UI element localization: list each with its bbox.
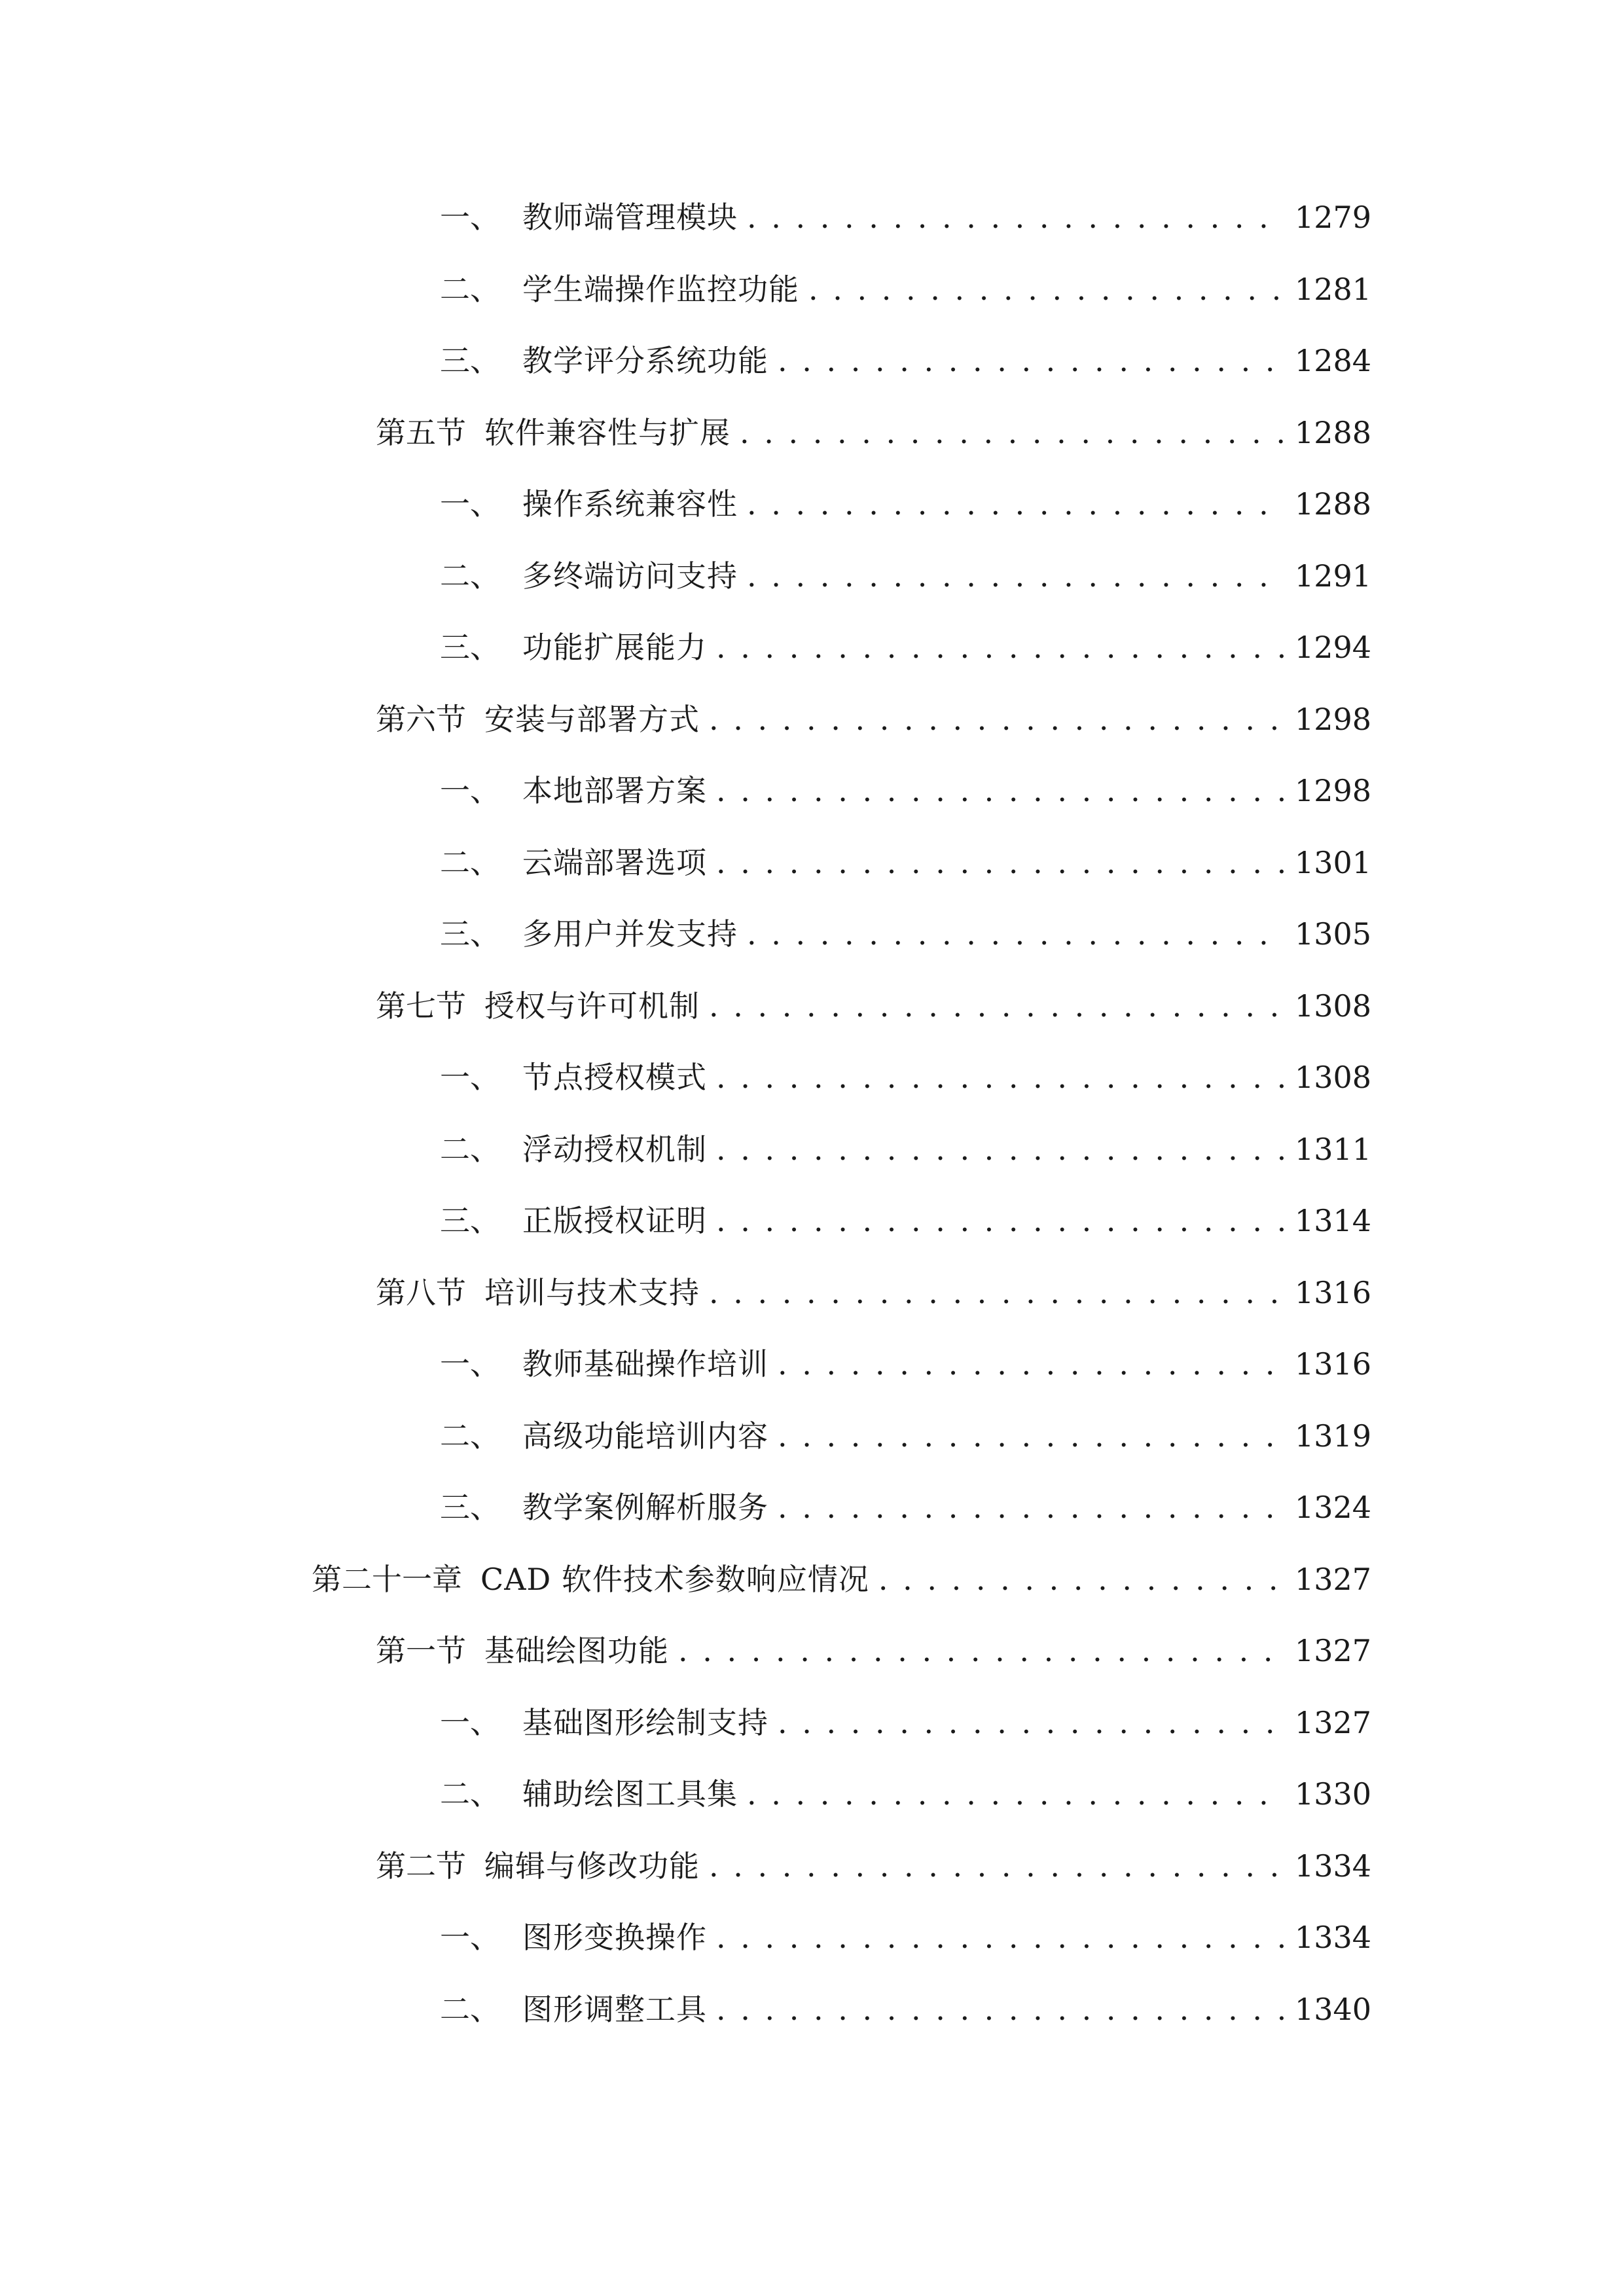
toc-entry-page: 1281: [1294, 272, 1371, 307]
toc-entry-number: 二、: [440, 1132, 500, 1167]
toc-entry-page: 1334: [1294, 1848, 1371, 1884]
toc-entry-title: 功能扩展能力: [522, 630, 707, 665]
toc-entry-page: 1316: [1294, 1346, 1371, 1382]
toc-entry-number: 三、: [440, 630, 500, 665]
toc-entry-title: 软件兼容性与扩展: [484, 415, 731, 450]
toc-entry-title: 教师基础操作培训: [522, 1346, 768, 1382]
dot-leader: [678, 1624, 1286, 1677]
toc-entry-page: 1308: [1294, 988, 1371, 1024]
toc-entry-number: 第二十一章: [312, 1562, 462, 1597]
toc-entry-page: 1294: [1294, 630, 1371, 665]
dot-leader: [716, 1051, 1286, 1103]
toc-entry-title: CAD 软件技术参数响应情况: [480, 1562, 869, 1597]
toc-entry-title: 教师端管理模块: [522, 200, 738, 235]
toc-entry-number: 一、: [440, 1705, 500, 1740]
toc-entry-page: 1308: [1294, 1060, 1371, 1095]
toc-entry-number: 一、: [440, 1060, 500, 1095]
toc-entry-page: 1288: [1294, 415, 1371, 450]
toc-entry-page: 1305: [1294, 916, 1371, 952]
toc-entry[interactable]: [0, 1911, 1624, 1964]
dot-leader: [747, 478, 1286, 530]
toc-entry-page: 1334: [1294, 1920, 1371, 1955]
toc-entry-title: 辅助绘图工具集: [522, 1776, 738, 1812]
toc-entry-page: 1319: [1294, 1418, 1371, 1454]
toc-entry-title: 多终端访问支持: [522, 558, 738, 594]
toc-entry-number: 第七节: [376, 988, 466, 1024]
dot-leader: [709, 980, 1286, 1032]
toc-entry-number: 三、: [440, 343, 500, 378]
toc-entry[interactable]: [0, 1266, 1624, 1319]
toc-entry-page: 1327: [1294, 1633, 1371, 1668]
dot-leader: [778, 1696, 1286, 1749]
toc-entry-page: 1314: [1294, 1203, 1371, 1238]
toc-entry-number: 第六节: [376, 702, 466, 737]
toc-entry-page: 1327: [1294, 1705, 1371, 1740]
dot-leader: [747, 1768, 1286, 1820]
dot-leader: [716, 836, 1286, 889]
toc-entry-title: 学生端操作监控功能: [522, 272, 799, 307]
toc-entry-page: 1340: [1294, 1992, 1371, 2027]
toc-entry[interactable]: [0, 693, 1624, 745]
toc-entry-title: 多用户并发支持: [522, 916, 738, 952]
toc-entry[interactable]: [0, 263, 1624, 315]
toc-entry-title: 操作系统兼容性: [522, 486, 738, 522]
toc-entry[interactable]: [0, 908, 1624, 960]
dot-leader: [709, 693, 1286, 745]
toc-entry-title: 云端部署选项: [522, 845, 707, 880]
toc-entry-page: 1301: [1294, 845, 1371, 880]
toc-entry-page: 1324: [1294, 1490, 1371, 1525]
toc-entry-page: 1298: [1294, 702, 1371, 737]
toc-entry[interactable]: [0, 1840, 1624, 1892]
toc-entry[interactable]: [0, 1553, 1624, 1605]
toc-entry-page: 1327: [1294, 1562, 1371, 1597]
toc-entry-number: 二、: [440, 1418, 500, 1454]
toc-entry[interactable]: [0, 1410, 1624, 1462]
toc-entry-number: 一、: [440, 773, 500, 808]
toc-entry-number: 第二节: [376, 1848, 466, 1884]
toc-entry-number: 第八节: [376, 1275, 466, 1310]
dot-leader: [716, 1194, 1286, 1247]
dot-leader: [740, 406, 1286, 459]
toc-entry[interactable]: [0, 1983, 1624, 2036]
toc-entry-page: 1279: [1294, 200, 1371, 235]
toc-entry-title: 本地部署方案: [522, 773, 707, 808]
toc-entry-number: 一、: [440, 486, 500, 522]
toc-entry-title: 培训与技术支持: [484, 1275, 700, 1310]
toc-entry-title: 图形变换操作: [522, 1920, 707, 1955]
dot-leader: [747, 908, 1286, 960]
toc-entry-page: 1288: [1294, 486, 1371, 522]
toc-entry-title: 节点授权模式: [522, 1060, 707, 1095]
toc-entry[interactable]: [0, 406, 1624, 459]
toc-entry-title: 授权与许可机制: [484, 988, 700, 1024]
toc-entry[interactable]: [0, 334, 1624, 387]
dot-leader: [878, 1553, 1286, 1605]
toc-entry-page: 1291: [1294, 558, 1371, 594]
toc-entry[interactable]: [0, 1338, 1624, 1390]
dot-leader: [747, 550, 1286, 602]
toc-entry-number: 一、: [440, 200, 500, 235]
toc-entry-page: 1316: [1294, 1275, 1371, 1310]
toc-entry-page: 1311: [1294, 1132, 1371, 1167]
dot-leader: [747, 191, 1286, 243]
toc-entry-number: 一、: [440, 1346, 500, 1382]
toc-entry-number: 二、: [440, 558, 500, 594]
toc-entry[interactable]: [0, 1624, 1624, 1677]
toc-entry[interactable]: [0, 621, 1624, 673]
toc-entry-page: 1330: [1294, 1776, 1371, 1812]
toc-entry-title: 教学评分系统功能: [522, 343, 768, 378]
toc-entry-number: 三、: [440, 916, 500, 952]
dot-leader: [778, 1410, 1286, 1462]
toc-entry[interactable]: [0, 1194, 1624, 1247]
toc-entry-number: 二、: [440, 1776, 500, 1812]
toc-entry-number: 二、: [440, 272, 500, 307]
toc-entry[interactable]: [0, 836, 1624, 889]
dot-leader: [709, 1840, 1286, 1892]
dot-leader: [716, 764, 1286, 817]
toc-entry-number: 三、: [440, 1203, 500, 1238]
toc-entry[interactable]: [0, 1123, 1624, 1175]
toc-entry-number: 第一节: [376, 1633, 466, 1668]
toc-entry-number: 第五节: [376, 415, 466, 450]
toc-entry-title: 正版授权证明: [522, 1203, 707, 1238]
toc-entry-title: 编辑与修改功能: [484, 1848, 700, 1884]
toc-entry-page: 1298: [1294, 773, 1371, 808]
toc-entry[interactable]: [0, 764, 1624, 817]
dot-leader: [716, 621, 1286, 673]
toc-entry-number: 二、: [440, 845, 500, 880]
toc-entry[interactable]: [0, 550, 1624, 602]
toc-entry-title: 基础图形绘制支持: [522, 1705, 768, 1740]
toc-entry-title: 浮动授权机制: [522, 1132, 707, 1167]
toc-entry[interactable]: [0, 980, 1624, 1032]
toc-entry[interactable]: [0, 1051, 1624, 1103]
toc-entry[interactable]: [0, 1696, 1624, 1749]
toc-entry-title: 基础绘图功能: [484, 1633, 669, 1668]
dot-leader: [778, 1481, 1286, 1534]
dot-leader: [808, 263, 1286, 315]
dot-leader: [716, 1911, 1286, 1964]
dot-leader: [778, 1338, 1286, 1390]
toc-entry[interactable]: [0, 478, 1624, 530]
toc-entry-title: 教学案例解析服务: [522, 1490, 768, 1525]
dot-leader: [709, 1266, 1286, 1319]
toc-entry-number: 一、: [440, 1920, 500, 1955]
toc-entry-number: 三、: [440, 1490, 500, 1525]
toc-entry-title: 安装与部署方式: [484, 702, 700, 737]
dot-leader: [716, 1123, 1286, 1175]
toc-entry[interactable]: [0, 191, 1624, 243]
toc-entry[interactable]: [0, 1481, 1624, 1534]
toc-entry-page: 1284: [1294, 343, 1371, 378]
dot-leader: [778, 334, 1286, 387]
toc-entry-title: 高级功能培训内容: [522, 1418, 768, 1454]
dot-leader: [716, 1983, 1286, 2036]
toc-entry-title: 图形调整工具: [522, 1992, 707, 2027]
toc-entry-number: 二、: [440, 1992, 500, 2027]
toc-entry[interactable]: [0, 1768, 1624, 1820]
